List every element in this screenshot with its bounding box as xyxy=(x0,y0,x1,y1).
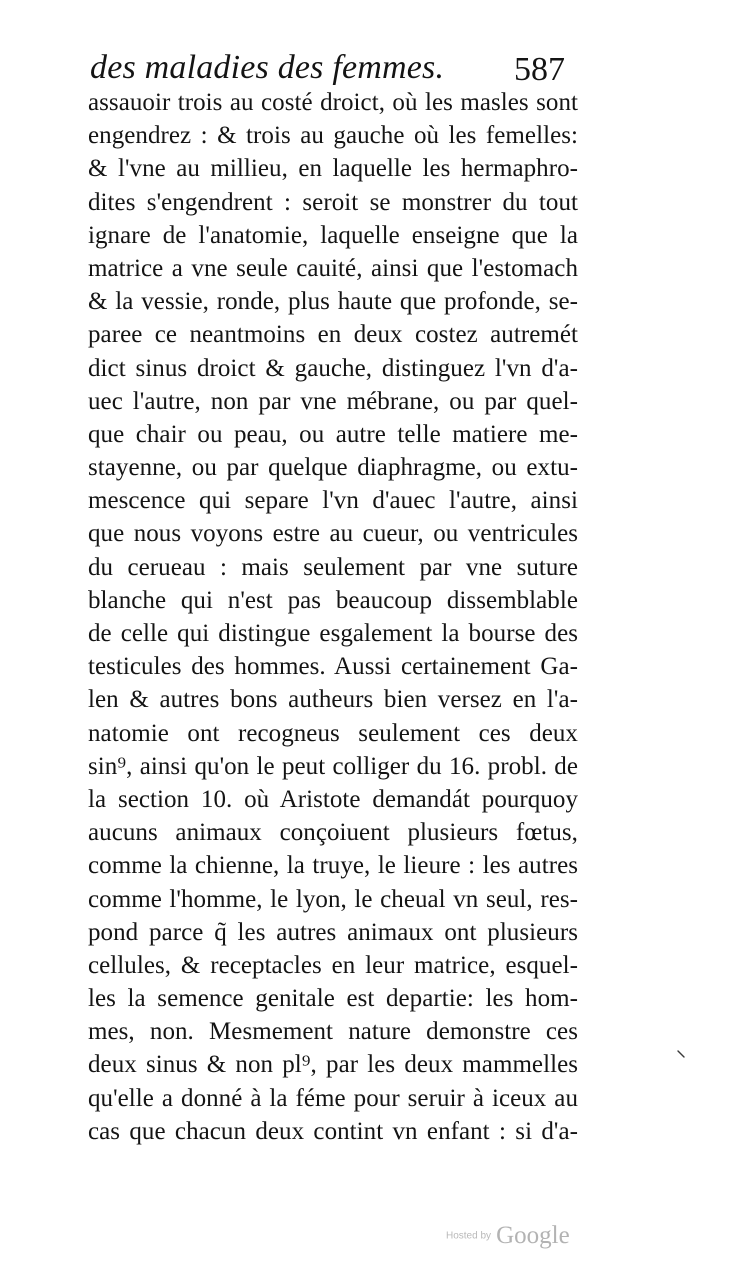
text-line: comme l'homme, le lyon, le cheual vn seul, res- xyxy=(88,885,578,913)
text-line: les la semence genitale est departie: les hom- xyxy=(88,985,578,1013)
google-logo: Google xyxy=(496,1222,570,1249)
text-line: comme la chienne, la truye, le lieure : les autres xyxy=(88,852,578,880)
text-line: dites s'engendrent : seroit se monstrer du tout xyxy=(88,188,578,216)
text-line: du cerueau : mais seulement par vne suture xyxy=(88,553,578,581)
text-line: mes, non. Mesmement nature demonstre ces xyxy=(88,1018,578,1046)
page-number: 587 xyxy=(514,51,565,88)
text-line: matrice a vne seule cauité, ainsi que l'estomach xyxy=(88,254,578,282)
text-line: mescence qui separe l'vn d'auec l'autre, ainsi xyxy=(88,487,578,515)
text-line: dict sinus droict & gauche, distinguez l'vn d'a- xyxy=(88,354,578,382)
text-line: len & autres bons autheurs bien versez en l'a- xyxy=(88,686,578,714)
text-line: testicules des hommes. Aussi certainement Ga- xyxy=(88,653,578,681)
text-line: natomie ont recogneus seulement ces deux xyxy=(88,719,578,747)
text-line: la section 10. où Aristote demandát pourquoy xyxy=(88,785,578,813)
margin-tick-mark xyxy=(676,1049,686,1059)
text-line: qu'elle a donné à la féme pour seruir à iceux au xyxy=(88,1084,578,1112)
watermark-prefix: Hosted by xyxy=(446,1230,492,1242)
text-line: cas que chacun deux contint vn enfant : si d'a- xyxy=(88,1117,578,1145)
text-line: uec l'autre, non par vne mébrane, ou par quel- xyxy=(88,387,578,415)
text-line: deux sinus & non pl⁹, par les deux mammelles xyxy=(88,1051,578,1079)
text-line: stayenne, ou par quelque diaphragme, ou extu- xyxy=(88,454,578,482)
text-line: aucuns animaux conçoiuent plusieurs fœtus, xyxy=(88,819,578,847)
text-line: sin⁹, ainsi qu'on le peut colliger du 16. probl. de xyxy=(88,752,578,780)
text-line: cellules, & receptacles en leur matrice, esquel- xyxy=(88,951,578,979)
google-watermark xyxy=(446,1222,570,1250)
text-line: que nous voyons estre au cueur, ou ventricules xyxy=(88,520,578,548)
text-line: paree ce neantmoins en deux costez autremét xyxy=(88,321,578,349)
text-line: & l'vne au millieu, en laquelle les hermaphro- xyxy=(88,155,578,183)
text-line: ignare de l'anatomie, laquelle enseigne que la xyxy=(88,221,578,249)
text-line: & la vessie, ronde, plus haute que profonde, se- xyxy=(88,288,578,316)
text-line: assauoir trois au costé droict, où les masles sont xyxy=(88,89,578,116)
text-line: engendrez : & trois au gauche où les femelles: xyxy=(88,122,578,150)
text-line: que chair ou peau, ou autre telle matiere me- xyxy=(88,420,578,448)
body-text xyxy=(88,86,578,1148)
text-line: pond parce q̃ les autres animaux ont plusieurs xyxy=(88,918,578,946)
text-line: blanche qui n'est pas beaucoup dissemblable xyxy=(88,586,578,614)
running-head: des maladies des femmes. xyxy=(90,49,445,86)
text-line: de celle qui distingue esgalement la bourse des xyxy=(88,620,578,647)
